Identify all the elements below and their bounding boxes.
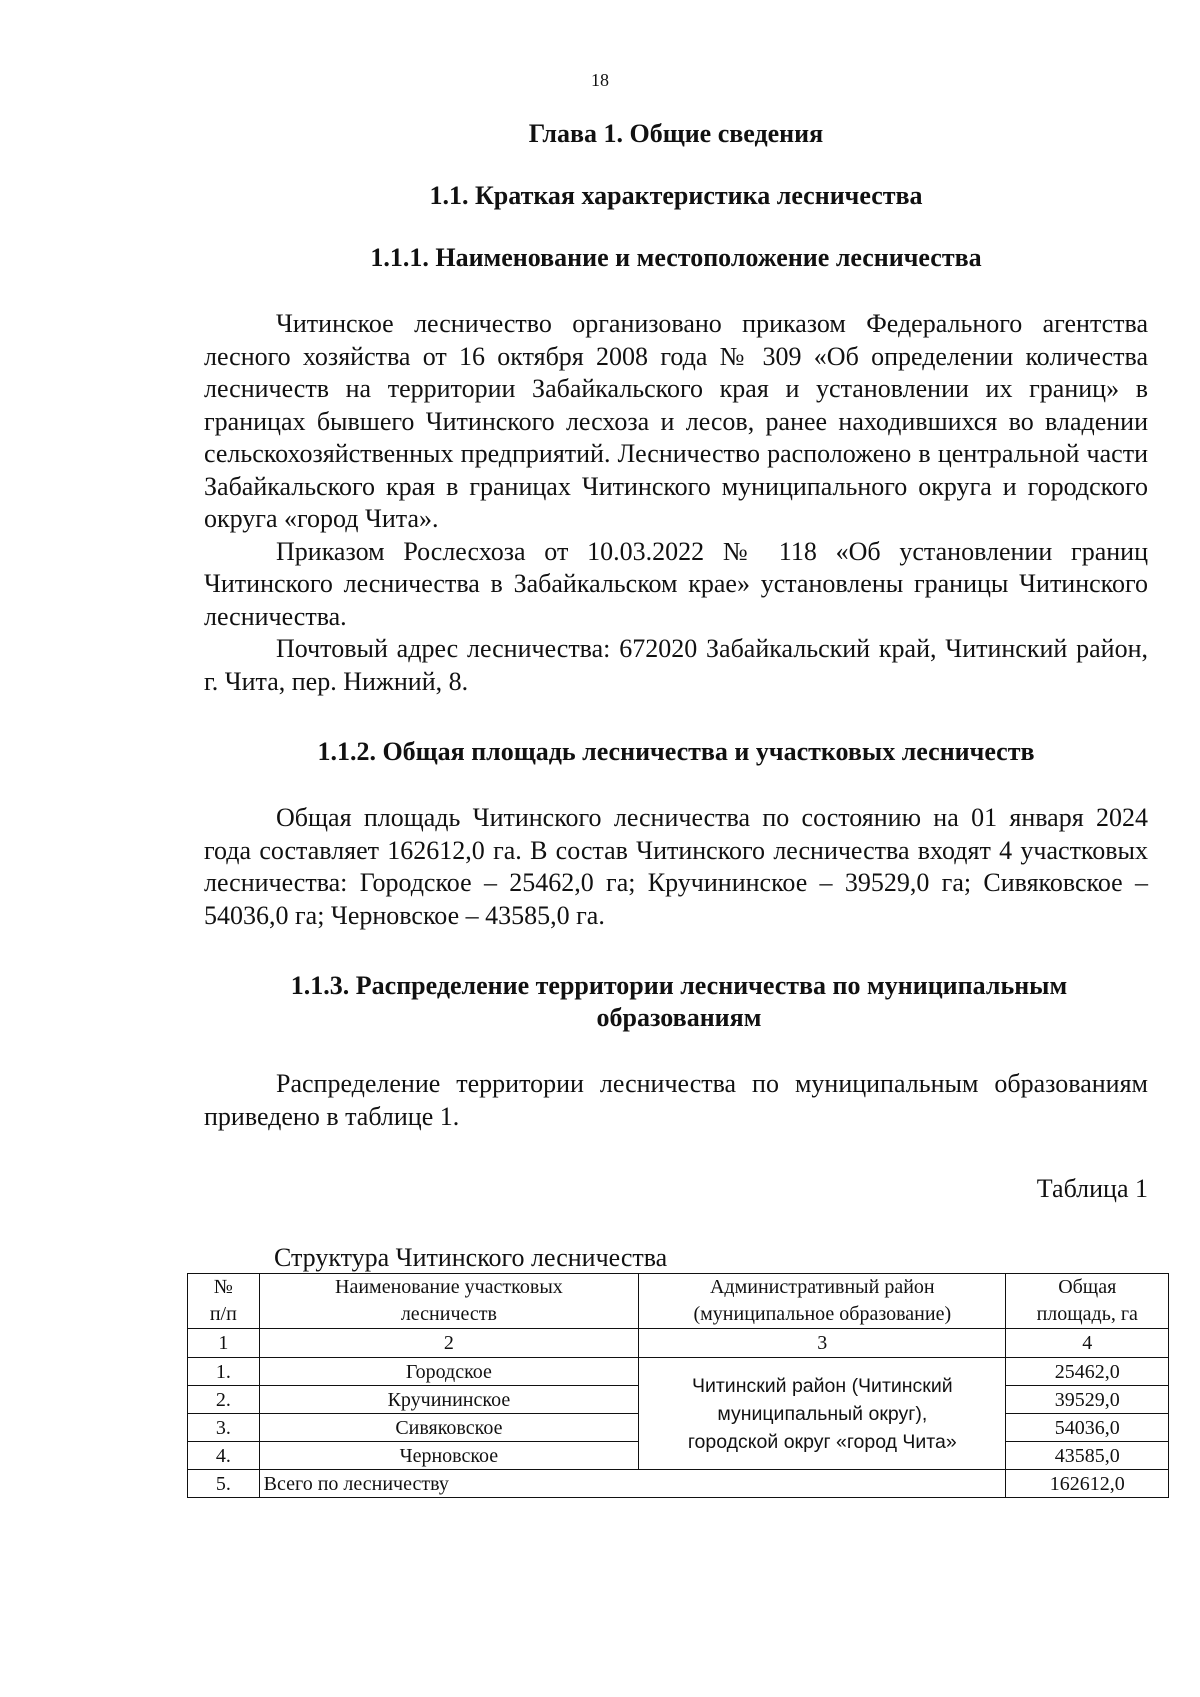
- table-cell: 5.: [188, 1470, 260, 1498]
- table-cell: Сивяковское: [259, 1414, 638, 1442]
- table-cell: 4: [1006, 1329, 1169, 1358]
- paragraph: Общая площадь Читинского лесничества по состоянию на 01 января 2024 года составляет 162612,0 га. В состав Читинского лесничества входят 4 участковых лесничества: Городское – 25462,0 га; Кручининское – 39529,0 га; Сивяковское – 54036,0 га; Черновское – 43585,0 га.: [204, 803, 1148, 930]
- table-cell: 3: [639, 1329, 1006, 1358]
- document-body: [204, 118, 1148, 1498]
- table-cell: 43585,0: [1006, 1442, 1169, 1470]
- table-cell: 1: [188, 1329, 260, 1358]
- table-total-row: [188, 1470, 1169, 1498]
- heading-line: образованиям: [596, 1003, 762, 1032]
- table-cell: 25462,0: [1006, 1358, 1169, 1386]
- table-title: Структура Читинского лесничества: [274, 1243, 668, 1272]
- table-row: [188, 1358, 1169, 1386]
- table-header-row: [188, 1274, 1169, 1329]
- paragraph: Приказом Рослесхоза от 10.03.2022 № 118 «Об установлении границ Читинского лесничества в Забайкальском крае» установлены границы Читинского лесничества.: [204, 536, 1148, 631]
- table-label: Таблица 1: [1036, 1174, 1148, 1203]
- page-number: 18: [591, 70, 609, 90]
- table-cell: 162612,0: [1006, 1470, 1169, 1498]
- table-cell: 3.: [188, 1414, 260, 1442]
- table-cell: 39529,0: [1006, 1386, 1169, 1414]
- header-no: № п/п: [188, 1274, 260, 1329]
- column-numbers-row: [188, 1329, 1169, 1358]
- table-cell: Городское: [259, 1358, 638, 1386]
- header-admin: Административный район (муниципальное образование): [639, 1274, 1006, 1329]
- table-cell: Кручининское: [259, 1386, 638, 1414]
- section-heading: 1.1. Краткая характеристика лесничества: [429, 181, 923, 210]
- table-cell: 1.: [188, 1358, 260, 1386]
- paragraph: Распределение территории лесничества по муниципальным образованиям приведено в таблице 1.: [204, 1069, 1148, 1131]
- structure-table: [187, 1273, 1169, 1498]
- table-cell: 4.: [188, 1442, 260, 1470]
- header-name: Наименование участковых лесничеств: [259, 1274, 638, 1329]
- header-area: Общая площадь, га: [1006, 1274, 1169, 1329]
- paragraph: Почтовый адрес лесничества: 672020 Забайкальский край, Читинский район, г. Чита, пер. Нижний, 8.: [204, 634, 1148, 696]
- paragraph: Читинское лесничество организовано приказом Федерального агентства лесного хозяйства от 16 октября 2008 года № 309 «Об определении количества лесничеств на территории Забайкальского края и установлении их границ» в границах бывшего Читинского лесхоза и лесов, ранее находившихся во владении сельскохозяйственных предприятий. Лесничество расположено в центральной части Забайкальского края в границах Читинского муниципального округа и городского округа «город Чита».: [204, 309, 1148, 533]
- heading-line: 1.1.3. Распределение территории лесничества по муниципальным: [290, 971, 1068, 1000]
- subsection-heading-1-1-1: 1.1.1. Наименование и местоположение лесничества: [370, 243, 982, 272]
- subsection-heading-1-1-3: [204, 970, 1148, 1034]
- table-cell: 54036,0: [1006, 1414, 1169, 1442]
- admin-merged-cell: Читинский район (Читинский муниципальный округ), городской округ «город Чита»: [639, 1358, 1006, 1470]
- chapter-heading: Глава 1. Общие сведения: [528, 119, 824, 148]
- table-cell: 2.: [188, 1386, 260, 1414]
- table-cell: Всего по лесничеству: [259, 1470, 1006, 1498]
- table-cell: Черновское: [259, 1442, 638, 1470]
- table-cell: 2: [259, 1329, 638, 1358]
- subsection-heading-1-1-2: 1.1.2. Общая площадь лесничества и участковых лесничеств: [317, 737, 1035, 766]
